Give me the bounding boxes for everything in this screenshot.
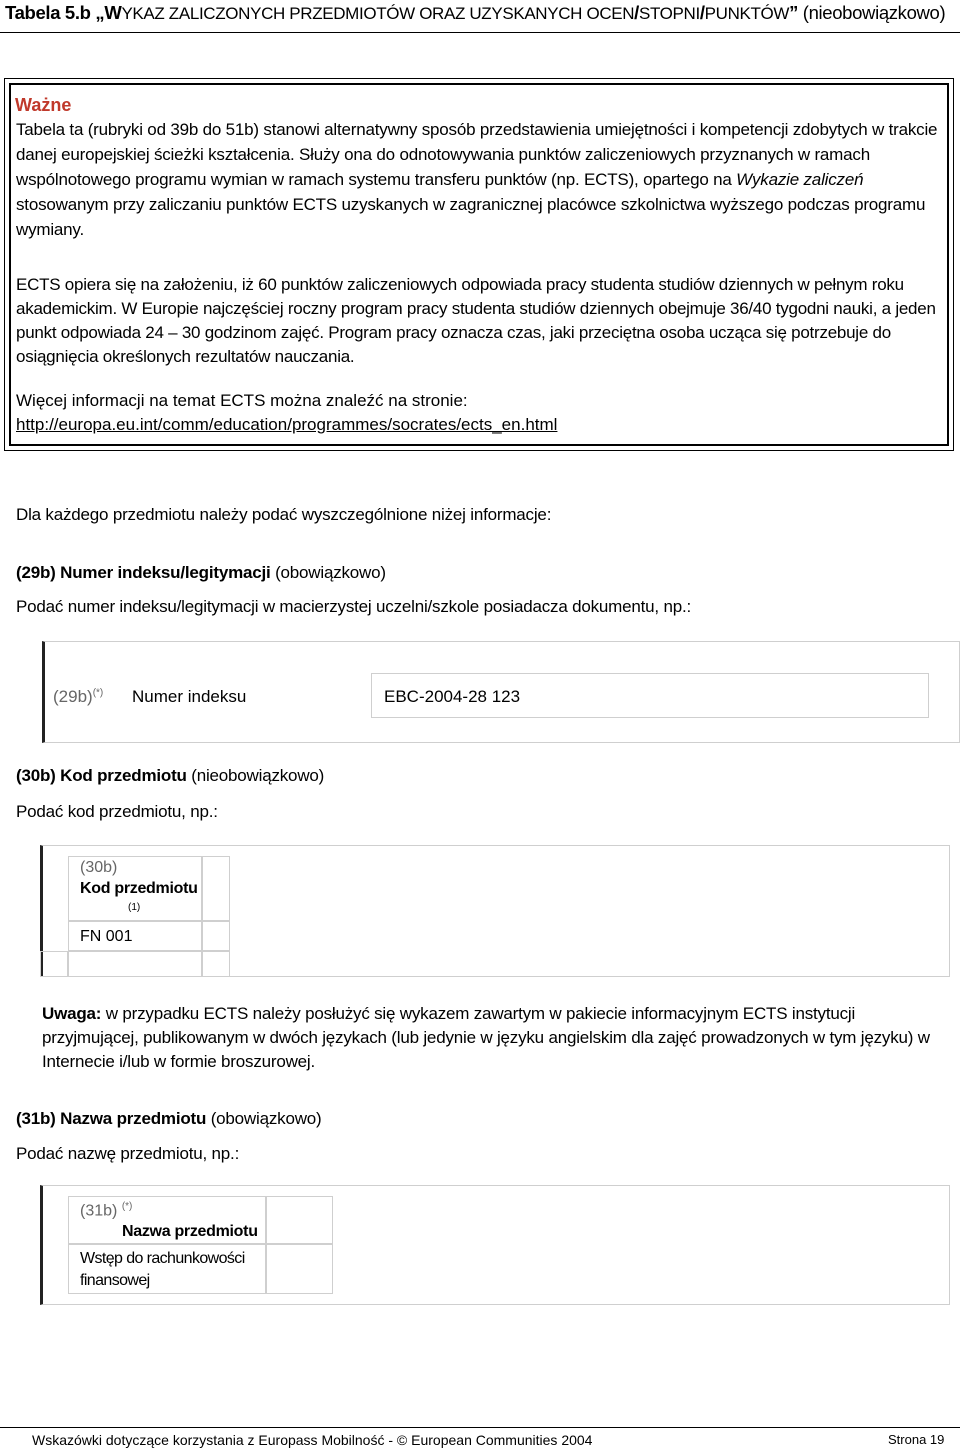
section-31b-requirement: (obowiązkowo) (206, 1109, 322, 1128)
important-p1-part-b: stosowanym przy zaliczaniu punktów ECTS uzyskanych w zagranicznej placówce szkolnictwa wyższego podczas programu wymiany. (16, 195, 926, 239)
title-text-3: PUNKTÓW (704, 4, 790, 23)
close-quote: ” (789, 2, 798, 23)
section-31b-description: Podać nazwę przedmiotu, np.: (16, 1144, 240, 1163)
ects-info-text: Więcej informacji na temat ECTS można znaleźć na stronie: (16, 391, 468, 410)
footer-divider (0, 1427, 960, 1428)
section-30b-heading (16, 766, 324, 786)
field-30b-bottom-cell (68, 951, 202, 977)
field-31b-value: Wstęp do rachunkowości finansowej (80, 1250, 245, 1289)
footer-copyright-text: European Communities 2004 (411, 1432, 593, 1448)
important-p1-emphasis: Wykazie zaliczeń (736, 170, 864, 189)
title-initial: W (104, 2, 122, 23)
section-30b-title: (30b) Kod przedmiotu (16, 766, 187, 785)
section-30b-description: Podać kod przedmiotu, np.: (16, 802, 218, 821)
important-heading: Ważne (15, 95, 72, 115)
field-30b-side-cell (202, 856, 230, 921)
field-30b-label: Kod przedmiotu (80, 880, 198, 897)
important-paragraph-1 (16, 117, 941, 242)
field-30b-label-sup: (1) (128, 902, 141, 913)
field-30b-bottom-side-cell (202, 951, 230, 977)
footer-guide-text: Wskazówki dotyczące korzystania z Europass Mobilność - (32, 1432, 394, 1448)
title-divider (0, 32, 960, 33)
section-29b-requirement: (obowiązkowo) (270, 563, 386, 582)
title-slash-2: / (699, 2, 705, 23)
optional-label: (nieobowiązkowo) (802, 2, 946, 23)
section-29b-title: (29b) Numer indeksu/legitymacji (16, 563, 271, 582)
section-30b-requirement: (nieobowiązkowo) (186, 766, 325, 785)
important-paragraph-2: ECTS opiera się na założeniu, iż 60 punktów zaliczeniowych odpowiada pracy studenta studiów dziennych w pełnym roku akademickim. W Europie najczęściej roczny program pracy studenta studiów dziennych obejmuje 36/40 tygodni nauki, a jeden punkt odpowiada 24 – 30 godzinom zajęć. Program pracy oznacza czas, jaki przeciętna osoba ucząca się potrzebuje do osiągnięcia określonych rezultatów nauczania. (16, 275, 936, 366)
field-31b-value-side-cell (266, 1244, 333, 1294)
section-29b-description: Podać numer indeksu/legitymacji w macierzystej uczelni/szkole posiadacza dokumentu, np.: (16, 597, 692, 616)
section-31b-heading (16, 1109, 322, 1129)
open-quote: „ (95, 2, 105, 23)
table-prefix: Tabela 5.b (5, 2, 91, 23)
important-paragraph-3 (16, 389, 941, 437)
field-31b-code-text: (31b) (80, 1202, 118, 1220)
field-29b-code-text: (29b) (53, 687, 93, 706)
page-title (5, 2, 945, 24)
title-text-2: STOPNI (638, 4, 700, 23)
note-paragraph (42, 1002, 942, 1074)
field-31b-code (80, 1201, 132, 1220)
field-29b-label: Numer indeksu (132, 687, 247, 706)
title-slash-1: / (634, 2, 639, 23)
intro-text: Dla każdego przedmiotu należy podać wyszczególnione niżej informacje: (16, 505, 552, 524)
note-text: w przypadku ECTS należy posłużyć się wykazem zawartym w pakiecie informacyjnym ECTS instytucji przyjmującej, publikowanym w dwóch językach (lub jedynie w języku angielskim dla zajęć prowadzonych w tym języku) w Internecie i/lub w formie broszurowej. (42, 1004, 930, 1071)
section-31b-title: (31b) Nazwa przedmiotu (16, 1109, 207, 1128)
field-31b-side-cell (266, 1196, 333, 1244)
field-30b-value: FN 001 (80, 928, 133, 945)
field-29b-value: EBC-2004-28 123 (384, 687, 521, 706)
field-31b-label: Nazwa przedmiotu (122, 1223, 258, 1240)
field-31b-code-sup: (*) (121, 1201, 133, 1212)
title-text: YKAZ ZALICZONYCH PRZEDMIOTÓW ORAZ UZYSKANYCH OCEN (121, 4, 635, 23)
field-29b-code (53, 687, 103, 707)
footer-left (32, 1432, 592, 1448)
important-p1-part-a: Tabela ta (rubryki od 39b do 51b) stanowi alternatywny sposób przedstawienia umiejętności i kompetencji zdobytych w trakcie danej europejskiej ścieżki kształcenia. Służy ona do odnotowywania punktów zaliczeniowych przyznanych w ramach wspólnotowego programu wymian w ramach systemu transferu punktów (np. ECTS), opartego na (16, 120, 938, 189)
section-29b-heading (16, 563, 386, 583)
field-30b-value-side-cell (202, 921, 230, 951)
field-30b-code: (30b) (80, 859, 118, 876)
page-number: Strona 19 (888, 1432, 945, 1447)
ects-link[interactable]: http://europa.eu.int/comm/education/programmes/socrates/ects_en.html (16, 415, 558, 434)
copyright-symbol: © (396, 1432, 408, 1448)
field-30b-corner-cell (40, 951, 68, 977)
note-label: Uwaga: (42, 1004, 102, 1023)
field-29b-code-sup: (*) (92, 687, 104, 699)
